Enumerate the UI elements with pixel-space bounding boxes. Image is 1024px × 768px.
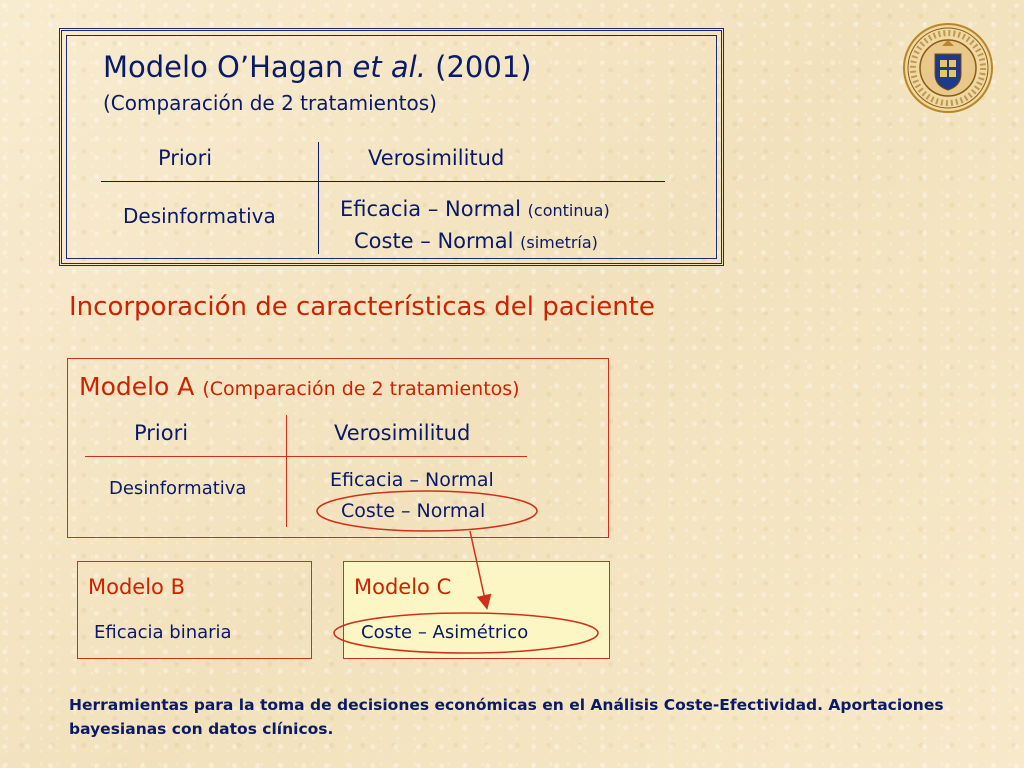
cost-normal-highlight-ellipse [317,491,537,531]
priori-value: Desinformativa [123,204,276,228]
model-b-text: Eficacia binaria [94,622,232,643]
cost-asymmetric-highlight-ellipse [334,613,598,653]
model-a-cost: Coste – Normal [341,500,486,522]
model-a-efficacy: Eficacia – Normal [330,469,494,491]
priori-header: Priori [158,146,213,170]
section-heading: Incorporación de características del paciente [69,292,655,322]
footer-text: Herramientas para la toma de decisiones económicas en el Análisis Coste-Efectividad. Aportaciones bayesianas con datos clínicos. [69,696,944,738]
model-subtitle: (Comparación de 2 tratamientos) [103,91,437,115]
model-title: Modelo O’Hagan et al. (2001) [103,50,532,84]
model-b-title: Modelo B [88,575,185,599]
likelihood-efficacy: Eficacia – Normal (continua) [340,197,610,221]
model-a-verosimilitud-header: Verosimilitud [334,421,471,445]
model-a-title: Modelo A (Comparación de 2 tratamientos) [79,372,520,401]
arrow-icon [470,531,486,604]
model-a-priori-value: Desinformativa [109,478,247,499]
model-c-text: Coste – Asimétrico [361,622,529,643]
model-c-title: Modelo C [354,575,452,599]
model-a-priori-header: Priori [134,421,189,445]
verosimilitud-header: Verosimilitud [368,146,505,170]
likelihood-cost: Coste – Normal (simetría) [354,229,598,253]
